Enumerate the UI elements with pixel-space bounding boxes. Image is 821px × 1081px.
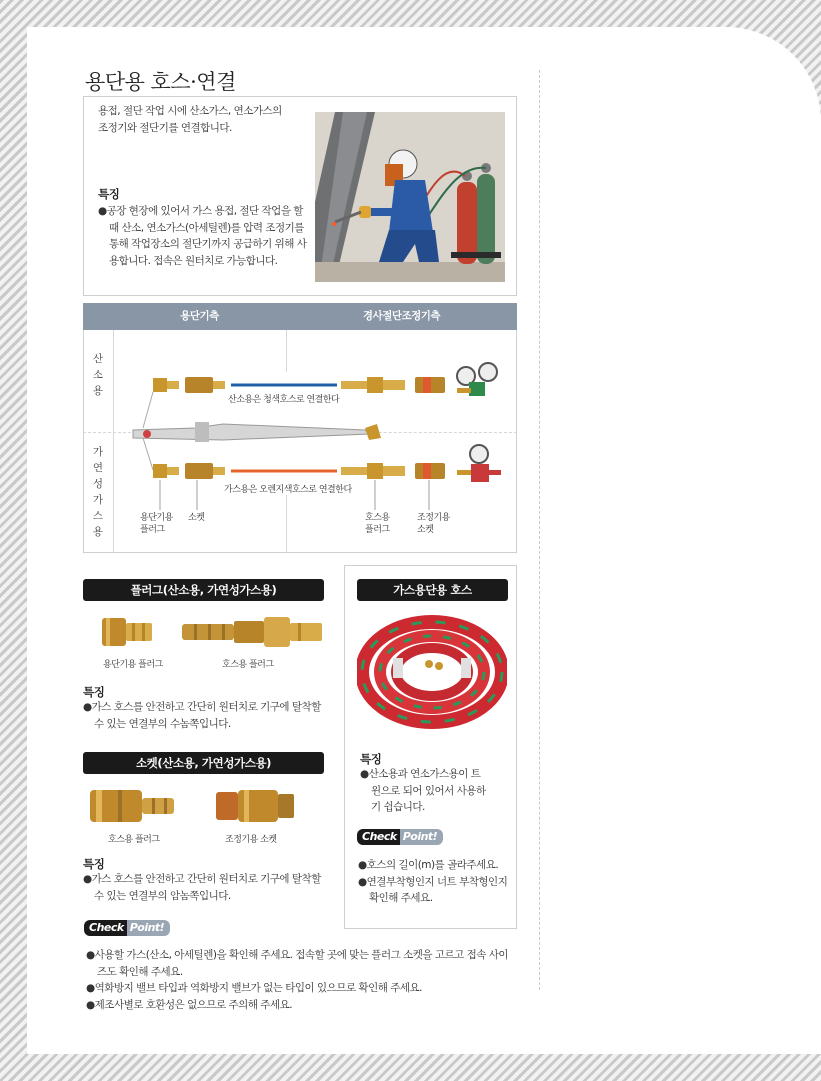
hose-check-item: ●호스의 길이(m)를 골라주세요. [358,859,499,871]
hose-checkpoint-badge [357,829,443,845]
fuel-regulator [457,445,501,482]
hose-plug-caption: 호스용 플러그 [222,660,274,670]
oxygen-regulator-socket [415,377,445,393]
row-label-oxygen: 산 소 용 [92,353,104,397]
check-label: Check [357,829,400,845]
socket-hose-plug-caption: 호스용 플러그 [108,835,160,845]
fuel-cutter-plug [153,464,179,478]
caption-hose-plug: 호스용 플러그 [365,513,390,535]
plug-section-banner: 플러그(산소용, 가연성가스용) [83,579,324,601]
oxygen-cutter-plug [153,378,179,392]
bottom-checkpoint-badge [84,920,170,936]
oxygen-regulator [457,363,497,396]
hose-plug-photo [180,614,325,650]
oxygen-socket [185,377,225,393]
bottom-check-item: ●제조사별로 호환성은 없으므로 주의해 주세요. [86,998,293,1011]
regulator-socket-caption: 조정기용 소켓 [225,835,277,845]
intro-feature-heading: 특징 [98,187,120,201]
socket-feature-heading: 특징 [83,857,105,871]
check-label: Check [84,920,127,936]
hose-section-banner: 가스용단용 호스 [357,579,508,601]
point-label: Point! [127,920,171,936]
regulator-socket-photo [214,786,296,826]
fuel-regulator-socket [415,463,445,479]
caption-cutter-plug: 용단기용 플러그 [140,513,173,535]
cutter-plug-photo [98,614,158,650]
twin-hose-photo [357,614,507,729]
bottom-check-item: ●역화방지 밸브 타입과 역화방지 밸브가 없는 타입이 있으므로 확인해 주세요. [86,982,422,994]
intro-feature-text: ●공장 현장에 있어서 가스 용접, 절단 작업을 할 때 산소, 연소가스(아세틸렌)를 압력 조정기를 통해 작업장소의 절단기까지 공급하기 위해 사용합니다. 접속은 원터치로 가능합니다. [98,205,307,267]
hose-feature-text: ●산소용과 연소가스용이 트윈으로 되어 있어서 사용하기 쉽습니다. [360,768,486,813]
connection-drawing [113,330,517,552]
caption-regulator-socket: 조정기용 소켓 [417,513,450,535]
fuel-hose-note: 가스용은 오렌지색호스로 연결한다 [222,482,354,495]
oxygen-hose-note: 산소용은 청색호스로 연결한다 [226,392,341,405]
welder-illustration [315,112,505,282]
header-regulator-side: 경사절단조정기측 [362,310,441,322]
socket-section-banner: 소켓(산소용, 가연성가스용) [83,752,324,774]
row-label-fuel-gas: 가 연 성 가 스 용 [92,446,104,538]
hose-feature-heading: 특징 [360,752,382,766]
socket-feature-text: ●가스 호스를 안전하고 간단히 원터치로 기구에 탈착할 수 있는 연결부의 암놈쪽입니다. [83,873,321,902]
hose-socket-photo [88,786,178,826]
point-label: Point! [400,829,444,845]
column-divider [539,70,540,990]
oxygen-hose-plug [341,377,405,393]
hose-check-item: ●연결부착형인지 너트 부착형인지 확인해 주세요. [358,875,508,904]
page-title: 용단용 호스·연결 [85,70,236,94]
cutter-plug-caption: 용단기용 플러그 [103,660,163,670]
plug-feature-text: ●가스 호스를 안전하고 간단히 원터치로 기구에 탈착할 수 있는 연결부의 수놈쪽입니다. [83,701,321,730]
fuel-socket [185,463,225,479]
plug-feature-heading: 특징 [83,685,105,699]
caption-socket: 소켓 [188,513,205,523]
bottom-check-item: ●사용할 가스(산소, 아세틸렌)을 확인해 주세요. 접속할 곳에 맞는 플러그 소켓을 고르고 접속 사이즈도 확인해 주세요. [86,949,509,978]
intro-description: 용접, 절단 작업 시에 산소가스, 연소가스의 조정기와 절단기를 연결합니다. [98,105,282,134]
fuel-hose-plug [341,463,405,479]
header-cutter-side: 용단기측 [180,310,219,322]
